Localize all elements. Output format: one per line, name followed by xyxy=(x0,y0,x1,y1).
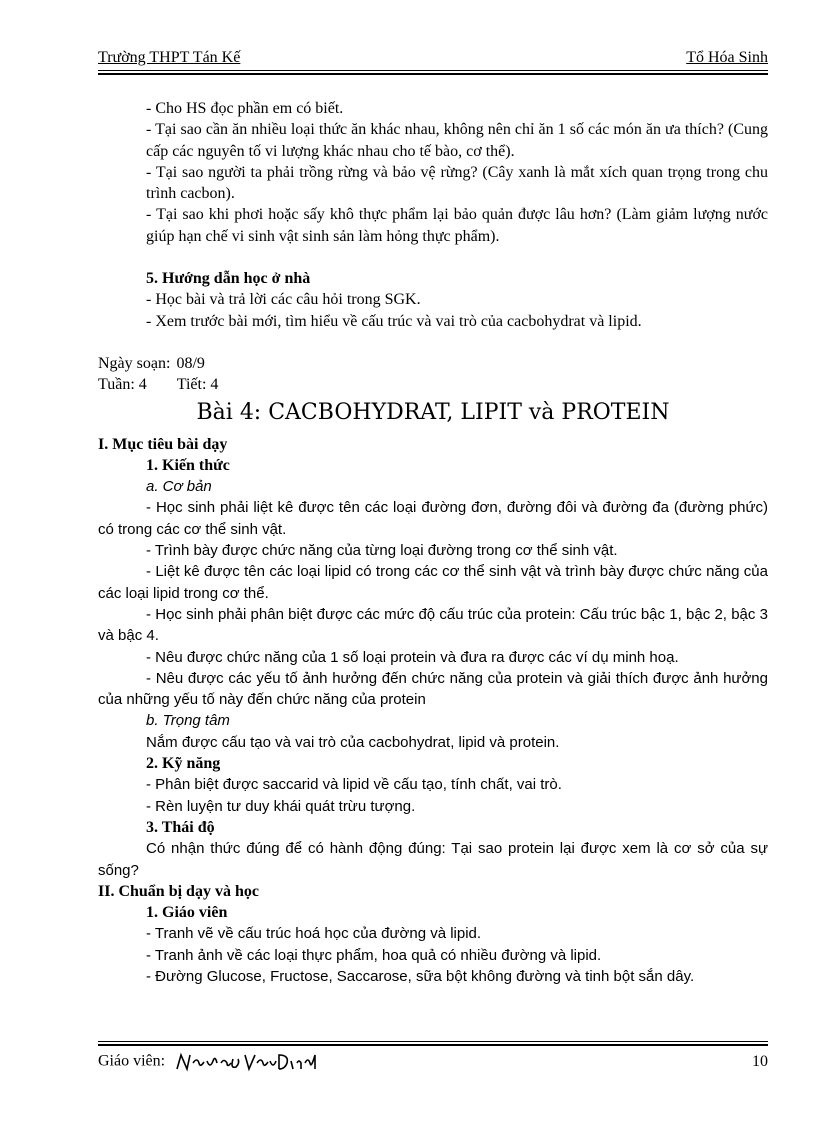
list-item: - Phân biệt được saccarid và lipid về cấu tạo, tính chất, vai trò. xyxy=(146,776,562,794)
list-item: - Đường Glucose, Fructose, Saccarose, sữa bột không đường và tinh bột sắn dây. xyxy=(146,967,695,985)
signature-icon xyxy=(175,1049,325,1075)
list-item: - Xem trước bài mới, tìm hiểu về cấu trúc và vai trò của cacbohydrat và lipid. xyxy=(146,312,642,330)
list-item: - Học bài và trả lời các câu hỏi trong SGK. xyxy=(146,291,421,309)
period-label: Tiết: xyxy=(176,376,207,394)
page-number: 10 xyxy=(752,1053,768,1070)
school-name: Trường THPT Tán Kế xyxy=(98,49,241,66)
document-body xyxy=(98,98,768,987)
date-row xyxy=(98,353,768,374)
list-item: - Nêu được chức năng của 1 số loại protein và đưa ra được các ví dụ minh hoạ. xyxy=(146,648,679,666)
list-item: - Học sinh phải phân biệt được các mức độ cấu trúc của protein: Cấu trúc bậc 1, bậc 2, bậc 3 và bậc 4. xyxy=(98,605,768,645)
list-item: - Tranh vẽ về cấu trúc hoá học của đường và lipid. xyxy=(146,925,482,943)
list-item: - Tại sao cần ăn nhiều loại thức ăn khác nhau, không nên chỉ ăn 1 số các món ăn ưa thích? (Cung cấp các nguyên tố vi lượng khác nhau cho tế bào, cơ thể). xyxy=(146,121,768,160)
list-item: - Tại sao người ta phải trồng rừng và bảo vệ rừng? (Cây xanh là mắt xích quan trọng trong chu trình cacbon). xyxy=(146,163,768,203)
page-footer xyxy=(98,1049,768,1075)
week-row xyxy=(98,374,768,395)
list-item: - Học sinh phải liệt kê được tên các loại đường đơn, đường đôi và đường đa (đường phức) có trong các cơ thể sinh vật. xyxy=(98,499,768,538)
list-item: - Nêu được các yếu tố ảnh hưởng đến chức năng của protein và giải thích được ảnh hưởng của những yếu tố này đến chức năng của protein xyxy=(98,669,768,709)
homework-heading: 5. Hướng dẫn học ở nhà xyxy=(146,270,311,288)
list-item: - Trình bày được chức năng của từng loại đường trong cơ thể sinh vật. xyxy=(146,542,618,560)
subsection-heading: 1. Kiến thức xyxy=(146,456,230,474)
footer-rule-thick xyxy=(98,1044,768,1046)
period-value: 4 xyxy=(210,376,219,394)
list-item: - Cho HS đọc phần em có biết. xyxy=(146,100,344,117)
teacher-label: Giáo viên: xyxy=(98,1052,166,1070)
lesson-title: Bài 4: CACBOHYDRAT, LIPIT và PROTEIN xyxy=(196,399,670,425)
list-item: - Rèn luyện tư duy khái quát trừu tượng. xyxy=(146,797,416,815)
department-name: Tổ Hóa Sinh xyxy=(686,49,768,66)
header-rule-thick xyxy=(98,73,768,75)
footer-rule-thin xyxy=(98,1041,768,1042)
subsection-heading: 3. Thái độ xyxy=(146,818,215,836)
list-item: - Tại sao khi phơi hoặc sấy khô thực phẩm lại bảo quản được lâu hơn? (Làm giảm lượng nước giúp hạn chế vi sinh vật sinh sản làm hỏng thực phẩm). xyxy=(146,206,768,245)
week-label: Tuần: xyxy=(98,376,135,394)
subsection-heading: 2. Kỹ năng xyxy=(146,755,221,773)
subsection-heading: 1. Giáo viên xyxy=(146,904,228,922)
section-heading: I. Mục tiêu bài dạy xyxy=(98,435,228,453)
section-heading: II. Chuẩn bị dạy và học xyxy=(98,882,259,900)
subsection-label: b. Trọng tâm xyxy=(146,712,230,730)
list-item: - Liệt kê được tên các loại lipid có trong các cơ thể sinh vật và trình bày được chức năng của các loại lipid trong cơ thể. xyxy=(98,563,768,602)
subsection-label: a. Cơ bản xyxy=(146,478,212,496)
date-label: Ngày soạn: xyxy=(98,354,171,372)
attitude-text: Có nhận thức đúng để có hành động đúng: Tại sao protein lại được xem là cơ sở của sự sống? xyxy=(98,840,768,879)
page-header xyxy=(98,49,768,69)
date-value: 08/9 xyxy=(176,354,205,372)
list-item: - Tranh ảnh về các loại thực phẩm, hoa quả có nhiều đường và lipid. xyxy=(146,946,602,964)
focus-text: Nắm được cấu tạo và vai trò của cacbohydrat, lipid và protein. xyxy=(146,733,560,751)
header-rule-thin xyxy=(98,70,768,71)
week-value: 4 xyxy=(138,376,147,394)
